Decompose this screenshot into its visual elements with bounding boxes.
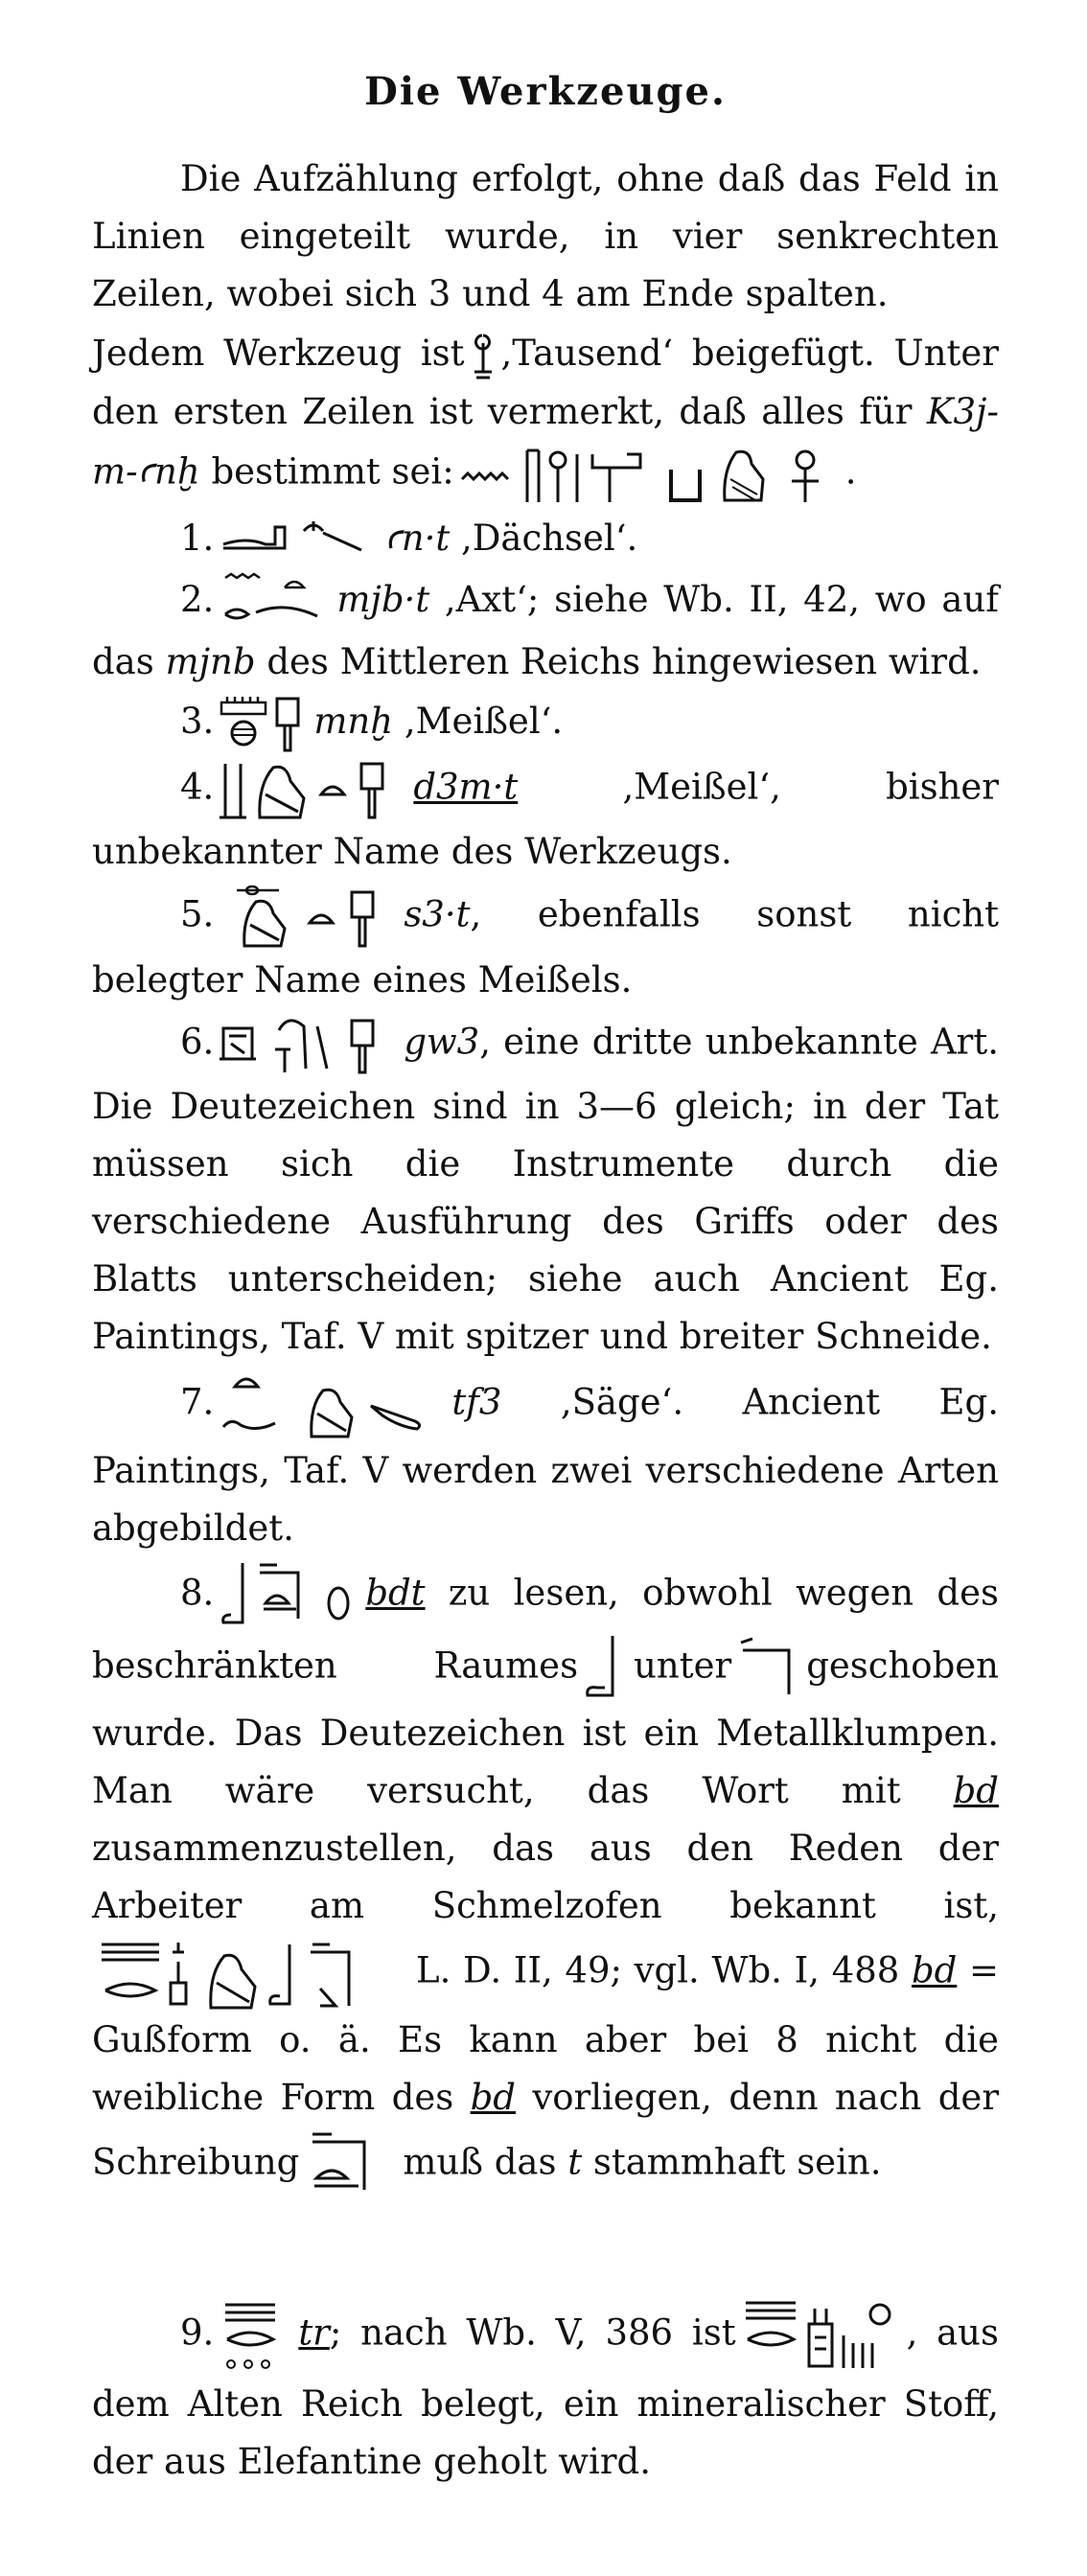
axe-hieroglyphs-icon — [218, 572, 333, 633]
intro-paragraph-2 — [92, 325, 999, 508]
item-4-number: 4. — [180, 766, 215, 808]
item-3-text: ,Meißel‘. — [404, 700, 564, 742]
item-6-transliteration: gw3 — [404, 1021, 480, 1063]
page-title: Die Werkzeuge. — [364, 69, 727, 114]
item-8-text-b: unter — [634, 1644, 732, 1687]
adze-hieroglyphs-icon — [218, 512, 381, 569]
chisel-owl-hieroglyphs-icon — [218, 756, 409, 823]
item-9-number: 9. — [180, 2312, 215, 2354]
saw-hieroglyphs-icon — [218, 1368, 448, 1442]
item-3-transliteration: mnḫ — [313, 700, 394, 742]
item-5-transliteration: s3·t — [404, 893, 471, 935]
item-8-number: 8. — [180, 1572, 215, 1614]
furnace-hieroglyphs-icon — [96, 1935, 412, 2012]
item-8-t: t — [567, 2141, 583, 2183]
owner-name: K3j-m-ꜥnḫ — [92, 390, 999, 492]
item-8-text-d: zusammenzustellen, das aus den Reden der Arbeiter am Schmelzofen bekannt ist, — [92, 1828, 999, 1926]
item-9 — [92, 2295, 999, 2491]
item-4-transliteration: d3m·t — [413, 766, 519, 808]
item-8-text-i: stammhaft sein. — [592, 2141, 882, 2183]
item-1-number: 1. — [180, 517, 215, 559]
thousand-lotus-hieroglyph-icon — [469, 330, 497, 383]
item-8-bd-3: bd — [470, 2077, 516, 2118]
item-5-text: , ebenfalls sonst nicht belegter Name eines Meißels. — [92, 893, 999, 1000]
item-5 — [92, 883, 999, 1009]
item-8-text-f: = Gußform o. ä. Es kann aber bei 8 nicht die weibliche Form des — [92, 1949, 1000, 2118]
item-2-text-2: des Mittleren Reichs hingewiesen wird. — [266, 640, 982, 682]
intro-text-b: ,Tausend‘ beigefügt. Unter den ersten Zeilen ist vermerkt, daß alles für — [92, 333, 999, 432]
owner-hieroglyphs-icon — [458, 441, 842, 508]
item-2-number: 2. — [180, 579, 215, 620]
item-7-number: 7. — [180, 1381, 215, 1423]
item-2-transliteration: mjb·t — [336, 579, 430, 620]
intro-text-a: Jedem Werkzeug ist — [92, 333, 465, 374]
intro-text-e: . — [844, 450, 857, 492]
item-6-number: 6. — [180, 1021, 215, 1063]
item-8-text-h: muß das — [403, 2141, 557, 2183]
item-5-number: 5. — [180, 893, 215, 935]
item-9-text-a: ; nach Wb. V, 386 ist — [329, 2312, 736, 2354]
item-8-text-c: geschoben wurde. Das Deutezeichen ist ein Metallklumpen. Man wäre versucht, das Wort mit — [92, 1644, 999, 1811]
item-8 — [92, 1559, 999, 2203]
item-1-transliteration: ꜥn·t — [384, 517, 451, 559]
item-7-text: ,Säge‘. Ancient Eg. Paintings, Taf. V werden zwei verschiedene Arten abgebildet. — [92, 1381, 1000, 1549]
item-1 — [92, 510, 999, 570]
item-6-text: , eine dritte unbekannte Art. Die Deutezeichen sind in 3—6 gleich; in der Tat müssen sich die Instrumente durch die verschiedene Ausführung des Griffs oder des Blatts unterscheiden; siehe auch Ancient Eg. Paintings, Taf. V mit spitzer und breiter Schneide. — [92, 1021, 999, 1357]
item-4-text: ,Meißel‘, bisher unbekannter Name des Werkzeugs. — [92, 766, 999, 872]
item-3 — [92, 693, 999, 755]
item-9-text-b: , aus dem Alten Reich belegt, ein mineralischer Stoff, der aus Elefantine geholt wird. — [92, 2312, 999, 2482]
item-6 — [92, 1011, 999, 1366]
writing-bdt-hieroglyph-icon — [303, 2127, 399, 2203]
item-1-text: ,Dächsel‘. — [461, 517, 638, 559]
bird-chisel-hieroglyphs-icon — [218, 883, 400, 952]
item-8-text-a: zu lesen, obwohl wegen des beschränkten Raumes — [92, 1572, 999, 1687]
item-8-bd-1: bd — [953, 1770, 999, 1811]
item-9-transliteration: tr — [298, 2312, 330, 2354]
mineral-hieroglyphs-icon — [740, 2295, 903, 2376]
item-7-transliteration: tf3 — [451, 1381, 502, 1423]
page — [92, 69, 999, 2491]
hand-d-hieroglyph-icon — [735, 1635, 802, 1702]
spacer — [92, 2203, 999, 2295]
item-2 — [92, 571, 999, 691]
item-4 — [92, 756, 999, 881]
item-3-number: 3. — [180, 700, 215, 742]
tr-hieroglyphs-icon — [218, 2297, 294, 2374]
item-2-transliteration-2: mjnb — [165, 640, 256, 682]
item-2-text: ,Axt‘; siehe Wb. II, 42, wo auf das — [92, 579, 1000, 682]
chisel-hieroglyphs-icon — [218, 693, 310, 754]
intro-text-d: bestimmt sei: — [211, 450, 454, 492]
foot-b-hieroglyph-icon — [582, 1632, 630, 1705]
item-8-transliteration: bdt — [365, 1572, 426, 1614]
bdt-hieroglyphs-icon — [218, 1559, 361, 1632]
item-8-text-g: vorliegen, denn nach der Schreibung — [92, 2077, 1000, 2183]
item-8-bd-2: bd — [911, 1949, 958, 1991]
item-7 — [92, 1368, 999, 1557]
shrine-chisel-hieroglyphs-icon — [218, 1011, 400, 1078]
intro-paragraph-1: Die Aufzählung erfolgt, ohne daß das Feld in Linien eingeteilt wurde, in vier senkrechten Zeilen, wobei sich 3 und 4 am Ende spalten. — [92, 158, 999, 314]
item-8-text-e: L. D. II, 49; vgl. Wb. I, 488 — [416, 1949, 900, 1991]
